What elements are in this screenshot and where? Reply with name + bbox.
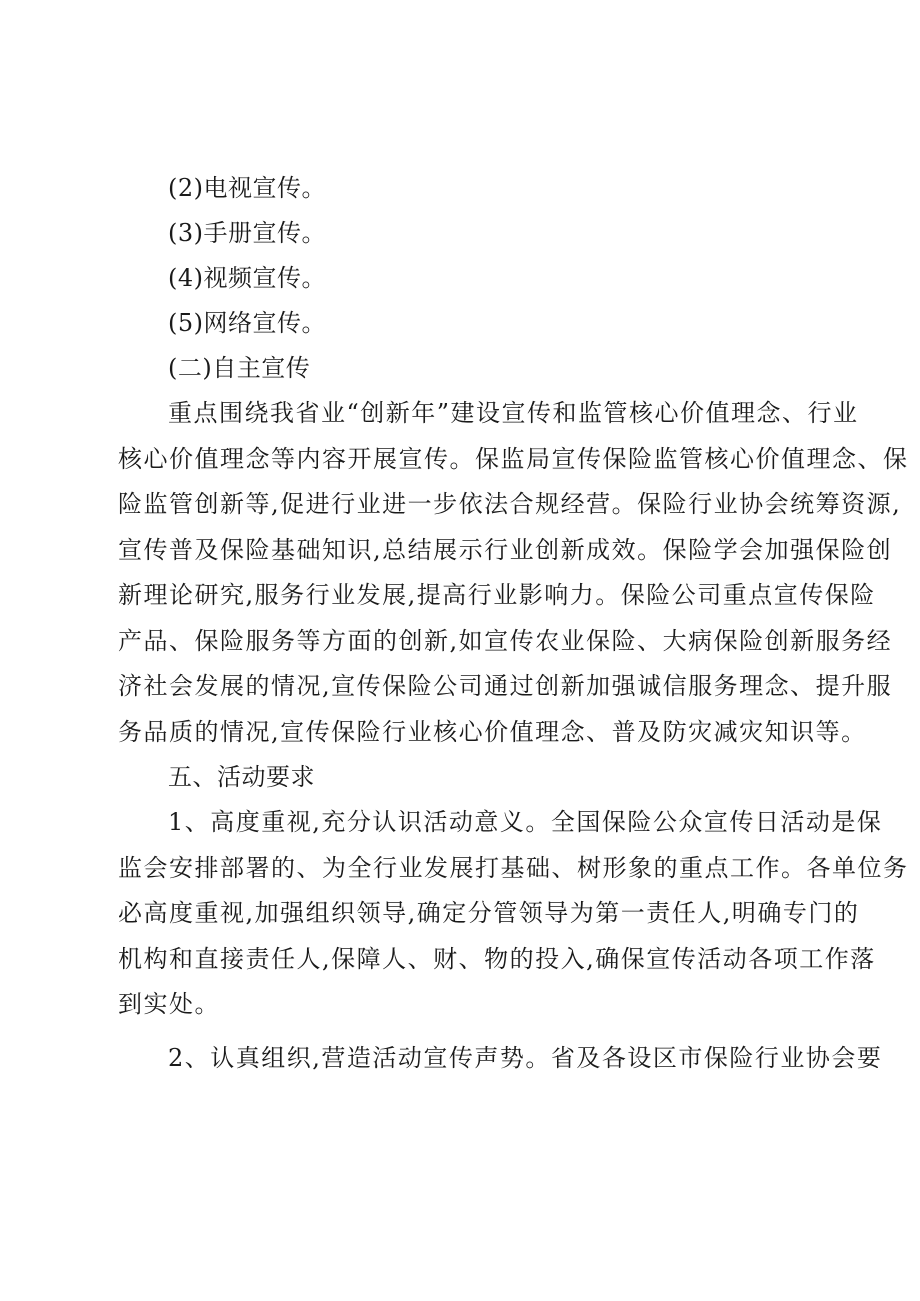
paragraph-line: 产品、保险服务等方面的创新,如宣传农业保险、大病保险创新服务经: [118, 626, 893, 655]
paragraph-line: 重点围绕我省业“创新年”建设宣传和监管核心价值理念、行业: [168, 399, 859, 427]
paragraph-requirement-2: [118, 1036, 883, 1082]
document-body: [118, 166, 909, 1081]
list-item-handbook: (3)手册宣传。: [168, 219, 326, 247]
section-heading: 五、活动要求: [168, 763, 315, 791]
paragraph-line: 济社会发展的情况,宣传保险公司通过创新加强诚信服务理念、提升服: [118, 672, 893, 700]
paragraph-line: 务品质的情况,宣传保险行业核心价值理念、普及防灾减灾知识等。: [118, 717, 867, 746]
paragraph-line: 机构和直接责任人,保障人、财、物的投入,确保宣传活动各项工作落: [118, 944, 876, 973]
subheading-self-promotion: (二)自主宣传: [168, 354, 311, 382]
paragraph-line: 到实处。: [118, 990, 220, 1018]
paragraph-line: 险监管创新等,促进行业进一步依法合规经营。保险行业协会统筹资源,: [118, 490, 902, 518]
paragraph-line: 监会安排部署的、为全行业发展打基础、树形象的重点工作。各单位务: [118, 853, 909, 882]
paragraph-line: 1、高度重视,充分认识活动意义。全国保险公众宣传日活动是保: [168, 808, 883, 836]
paragraph-self-promotion: [118, 391, 909, 755]
paragraph-line: 宣传普及保险基础知识,总结展示行业创新成效。保险学会加强保险创: [118, 535, 893, 564]
paragraph-line: 新理论研究,服务行业发展,提高行业影响力。保险公司重点宣传保险: [118, 581, 876, 609]
paragraph-line: 必高度重视,加强组织领导,确定分管领导为第一责任人,明确专门的: [118, 899, 860, 927]
paragraph-requirement-1: [118, 800, 909, 1028]
list-item-tv: (2)电视宣传。: [168, 174, 326, 202]
list-item-video: (4)视频宣传。: [168, 264, 326, 292]
paragraph-line: 核心价值理念等内容开展宣传。保监局宣传保险监管核心价值理念、保: [118, 444, 909, 473]
list-item-network: (5)网络宣传。: [168, 309, 326, 337]
paragraph-line: 2、认真组织,营造活动宣传声势。省及各设区市保险行业协会要: [168, 1043, 883, 1072]
